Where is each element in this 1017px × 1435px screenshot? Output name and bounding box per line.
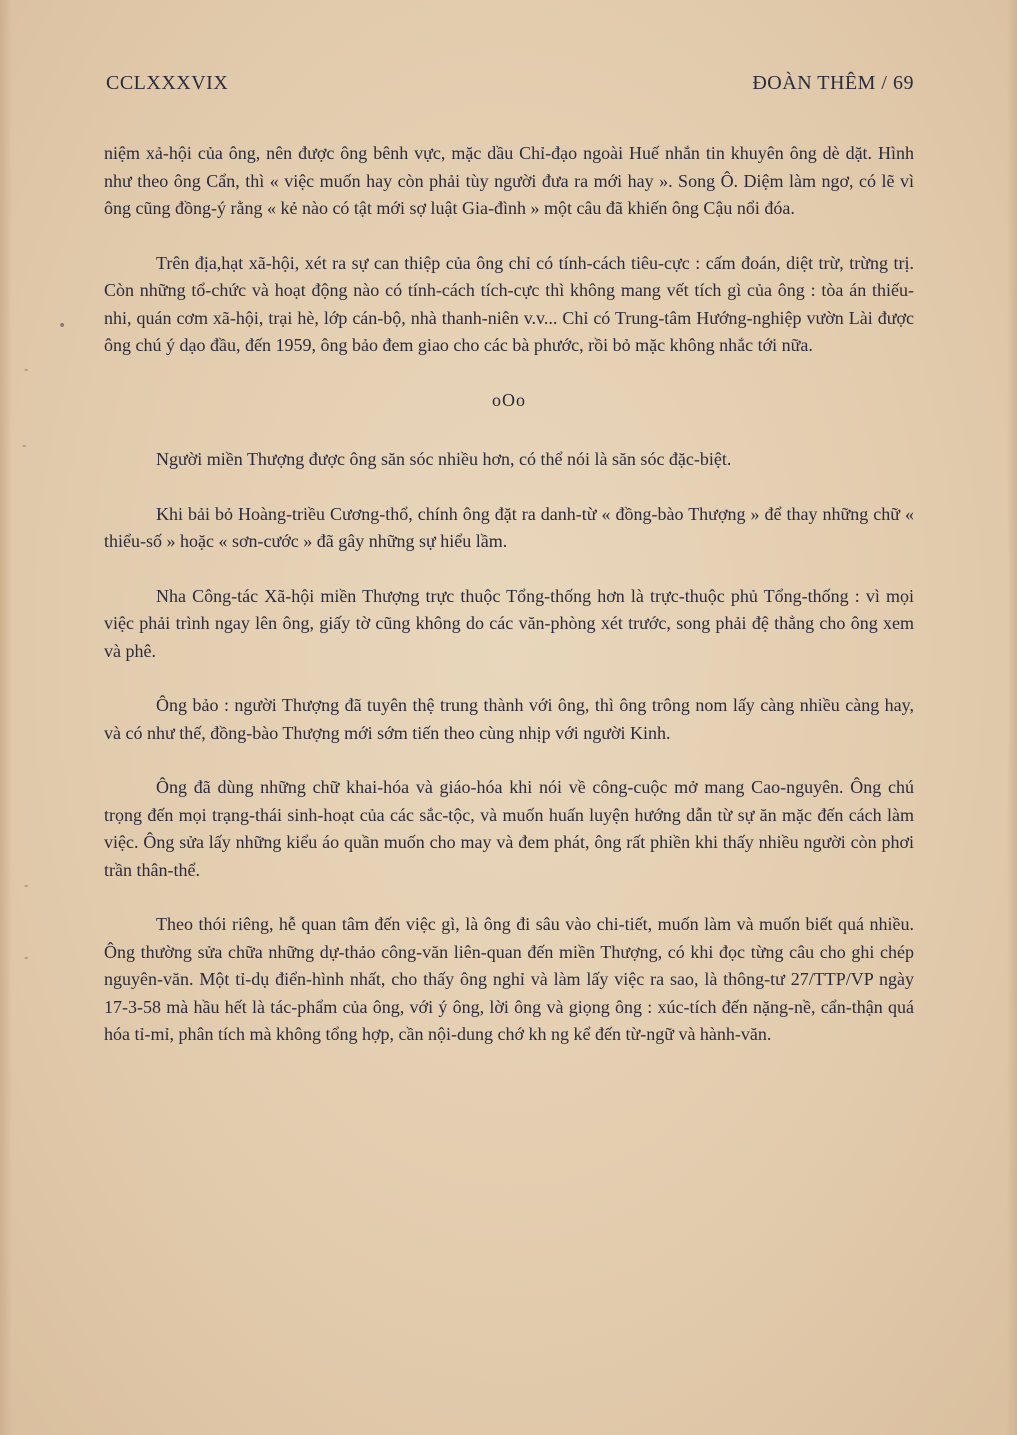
margin-tick: ˗ (24, 950, 29, 966)
paragraph-8: Theo thói riêng, hễ quan tâm đến việc gì, là ông đi sâu vào chi-tiết, muốn làm và muốn biết quá nhiều. Ông thường sửa chữa những dự-thảo công-văn liên-quan đến miền Thượng, có khi đọc từng câu cho ghi chép nguyên-văn. Một tỉ-dụ điển-hình nhất, cho thấy ông nghỉ và làm lấy việc ra sao, là thông-tư 27/TTP/VP ngày 17-3-58 mà hầu hết là tác-phẩm của ông, với ý ông, lời ông và giọng ông : xúc-tích đến nặng-nề, cẩn-thận quá hóa tỉ-mỉ, phân tích mà không tổng hợp, cần nội-dung chớ kh ng kể đến từ-ngữ và hành-văn. (104, 914, 914, 1044)
paragraph-3: Người miền Thượng được ông săn sóc nhiều hơn, có thể nói là săn sóc đặc-biệt. (156, 449, 732, 469)
header-left: CCLXXXVIX (106, 72, 229, 94)
paragraph-2: Trên địa,hạt xã-hội, xét ra sự can thiệp của ông chỉ có tính-cách tiêu-cực : cấm đoán, diệt trừ, trừng trị. Còn những tổ-chức và hoạt động nào có tính-cách tích-cực thì không mang vết tích gì của ông : tòa án thiếu-nhi, quán cơm xã-hội, trại hè, lớp cán-bộ, nhà thanh-niên v.v... Chỉ có Trung-tâm Hướng-nghiệp vườn Lài được ông chú ý dạo đầu, đến 1959, ông bảo đem giao cho các bà phước, rồi bỏ mặc không nhắc tới nữa. (104, 252, 914, 355)
header-right: ĐOÀN THÊM / 69 (752, 72, 914, 94)
paragraph-4: Khi bải bỏ Hoàng-triều Cương-thổ, chính ông đặt ra danh-từ « đồng-bào Thượng » để thay những chữ « thiểu-số » hoặc « sơn-cước » đã gây những sự hiểu lầm. (104, 503, 914, 551)
paragraph-7: Ông đã dùng những chữ khai-hóa và giáo-hóa khi nói về công-cuộc mở mang Cao-nguyên. Ông chú trọng đến mọi trạng-thái sinh-hoạt của các sắc-tộc, và muốn huấn luyện hướng dẫn từ sự ăn mặc đến cách làm việc. Ông sửa lấy những kiểu áo quần muốn cho may và đem phát, ông rất phiền khi thấy nhiều người còn phơi trần thân-thể. (104, 777, 914, 880)
paragraph-6: Ông bảo : người Thượng đã tuyên thệ trung thành với ông, thì ông trông nom lấy càng nhiều càng hay, và có như thế, đồng-bào Thượng mới sớm tiến theo cùng nhịp với người Kinh. (104, 695, 914, 743)
margin-tick: ˗ (24, 878, 29, 894)
margin-tick: ˗ (22, 438, 27, 454)
paragraph-5: Nha Công-tác Xã-hội miền Thượng trực thuộc Tổng-thống hơn là trực-thuộc phủ Tổng-thống : vì mọi việc phải trình ngay lên ông, giấy tờ cũng không do các văn-phòng xét trước, song phải đệ thẳng cho ông xem và phê. (104, 585, 914, 661)
page-body (104, 140, 914, 1076)
section-separator: oOo (492, 389, 526, 410)
running-header (106, 72, 914, 104)
paragraph-1: niệm xả-hội của ông, nên được ông bênh vực, mặc dầu Chỉ-đạo ngoài Huế nhắn tin khuyên ông dè dặt. Hình như theo ông Cẩn, thì « việc muốn hay còn phải tùy người đưa ra mới hay ». Song Ô. Diệm làm ngơ, có lẽ vì ông cũng đồng-ý rằng « kẻ nào có tật mới sợ luật Gia-đình » một câu đã khiến ông Cậu nổi đóa. (104, 143, 914, 218)
margin-tick: ˗ (24, 362, 29, 378)
margin-dot: • (58, 318, 67, 334)
